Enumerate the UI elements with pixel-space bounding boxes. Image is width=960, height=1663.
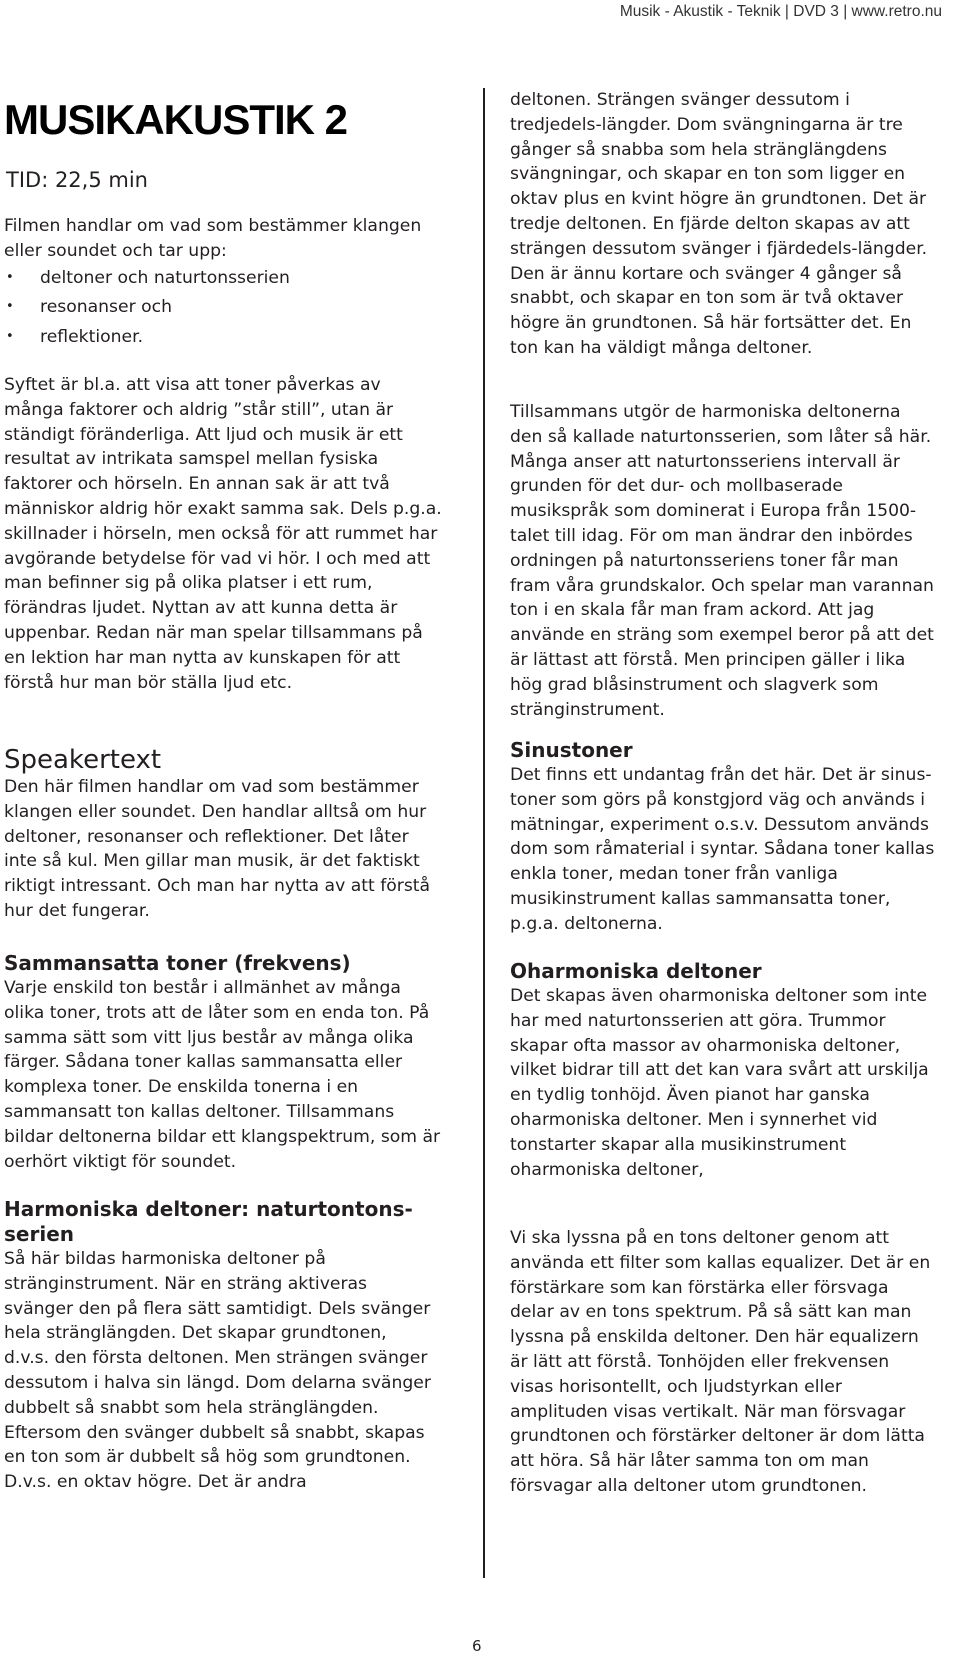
speaker-heading: Speakertext bbox=[4, 745, 162, 775]
harmonic-continued-text: deltonen. Strängen svänger dessutom i tredjedels-längder. Dom svängningarna är tre gånger så snabba som hela stränglängdens svängningar, och skapar en ton som ligger en oktav plus en kvint högre än grundtonen. Det är tredje deltonen. En fjärde delton skapas av att strängen dessutom svänger i fjärdedels-längder. Den är ännu kortare och svänger 4 gånger så snabbt, och skapar en ton som är två oktaver högre än grundtonen. Så här fortsätter det. En ton kan ha väldigt många deltoner. bbox=[510, 90, 928, 358]
purpose-block bbox=[4, 373, 444, 695]
inharmonic-heading: Oharmoniska deltoner bbox=[510, 959, 762, 983]
harmonic-heading: Harmoniska deltoner: naturtontonsserien bbox=[4, 1197, 413, 1246]
sine-section bbox=[510, 738, 935, 937]
list-item: • reflektioner. bbox=[4, 325, 434, 350]
sine-text: Det finns ett undantag från det här. Det är sinustoner som görs på konstgjord väg och används i mätningar, experiment o.s.v. Dessutom används dom som råmaterial i syntar. Sådana toner kallas enkla toner, medan toner från vanliga musikinstrument kallas sammansatta toner, p.g.a. deltonerna. bbox=[510, 765, 935, 934]
intro-block bbox=[4, 214, 434, 350]
speaker-text: Den här filmen handlar om vad som bestämmer klangen eller soundet. Den handlar alltså om hur deltoner, resonanser och reflektioner. Det låter inte så kul. Men gillar man musik, är det faktiskt riktigt intressant. Och man har nytta av att förstå hur det fungerar. bbox=[4, 777, 431, 921]
list-item: • deltoner och naturtonsserien bbox=[4, 266, 434, 291]
speaker-section bbox=[4, 745, 444, 924]
harmonic-section bbox=[4, 1197, 434, 1495]
intro-lead: Filmen handlar om vad som bestämmer klangen eller soundet och tar upp: bbox=[4, 216, 422, 261]
harmonic-text: Så här bildas harmoniska deltoner på stränginstrument. När en sträng aktiveras svänger den på flera sätt samtidigt. Dels svänger hela stränglängden. Det skapar grundtonen, d.v.s. den första deltonen. Men strängen svänger dessutom i halva sin längd. Dom delarna svänger dubbelt så snabbt som hela stränglängden. Eftersom den svänger dubbelt så snabbt, skapas en ton som är dubbelt så hög som grundtonen. D.v.s. en oktav högre. Det är andra bbox=[4, 1249, 431, 1493]
page-number: 6 bbox=[472, 1637, 482, 1655]
inharmonic-section bbox=[510, 959, 935, 1182]
composite-heading: Sammansatta toner (frekvens) bbox=[4, 951, 351, 975]
composite-section bbox=[4, 951, 444, 1174]
sine-heading: Sinustoner bbox=[510, 738, 633, 762]
inharmonic-text: Det skapas även oharmoniska deltoner som inte har med naturtonsserien att göra. Trummor skapar ofta massor av oharmoniska deltoner, vilket bidrar till att det kan vara svårt att urskilja en tydlig tonhöjd. Även pianot har ganska oharmoniska deltoner. Men i synnerhet vid tonstarter skapar alla musikinstrument oharmoniska deltoner, bbox=[510, 986, 929, 1180]
natural-series-text: Tillsammans utgör de harmoniska deltonerna den så kallade naturtonsserien, som låter så här. Många anser att naturtonsseriens intervall är grunden för det dur- och mollbaserade musikspråk som dominerat i Europa från 1500-talet till idag. För om man ändrar den inbördes ordningen på naturtonsseriens toner får man fram våra grundskalor. Och spelar man varannan ton i en skala får man fram ackord. Att jag använde en sträng som exempel beror på att det är lättast att förstå. Men principen gäller i lika hög grad blåsinstrument och slagverk som stränginstrument. bbox=[510, 402, 934, 720]
composite-text: Varje enskild ton består i allmänhet av många olika toner, trots att de låter som en enda ton. På samma sätt som vitt ljus består av många olika färger. Sådana toner kallas sammansatta eller komplexa toner. De enskilda tonerna i en sammansatt ton kallas deltoner. Tillsammans bildar deltonerna bildar ett klangspektrum, som är oerhört viktigt för soundet. bbox=[4, 978, 441, 1172]
topic-list bbox=[4, 266, 434, 350]
list-item: • resonanser och bbox=[4, 295, 434, 320]
equalizer-block bbox=[510, 1226, 935, 1499]
column-divider bbox=[483, 88, 485, 1578]
running-head: Musik - Akustik - Teknik | DVD 3 | www.retro.nu bbox=[619, 3, 942, 20]
purpose-text: Syftet är bl.a. att visa att toner påverkas av många faktorer och aldrig ”står still”, utan är ständigt föränderliga. Att ljud och musik är ett resultat av intrikata samspel mellan fysiska faktorer och hörseln. En annan sak är att två människor aldrig hör exakt samma sak. Dels p.g.a. skillnader i hörseln, men också för att rummet har avgörande betydelse för vad vi hör. I och med att man befinner sig på olika platser i ett rum, förändras ljudet. Nyttan av att kunna detta är uppenbar. Redan när man spelar tillsammans på en lektion har man nytta av kunskapen för att förstå hur man bör ställa ljud etc. bbox=[4, 375, 442, 693]
page-title: MUSIKAKUSTIK 2 bbox=[4, 96, 348, 143]
harmonic-continued bbox=[510, 88, 935, 361]
natural-series-block bbox=[510, 400, 935, 722]
equalizer-text: Vi ska lyssna på en tons deltoner genom att använda ett filter som kallas equalizer. Det är en förstärkare som kan förstärka eller försvaga delar av en tons spektrum. På så sätt kan man lyssna på enskilda deltoner. Den här equalizern är lätt att förstå. Tonhöjden eller frekvensen visas horisontellt, och ljudstyrkan eller amplituden visas vertikalt. När man försvagar grundtonen och förstärker deltoner är dom lätta att höra. Så här låter samma ton om man försvagar alla deltoner utom grundtonen. bbox=[510, 1228, 931, 1496]
duration: TID: 22,5 min bbox=[6, 168, 148, 192]
